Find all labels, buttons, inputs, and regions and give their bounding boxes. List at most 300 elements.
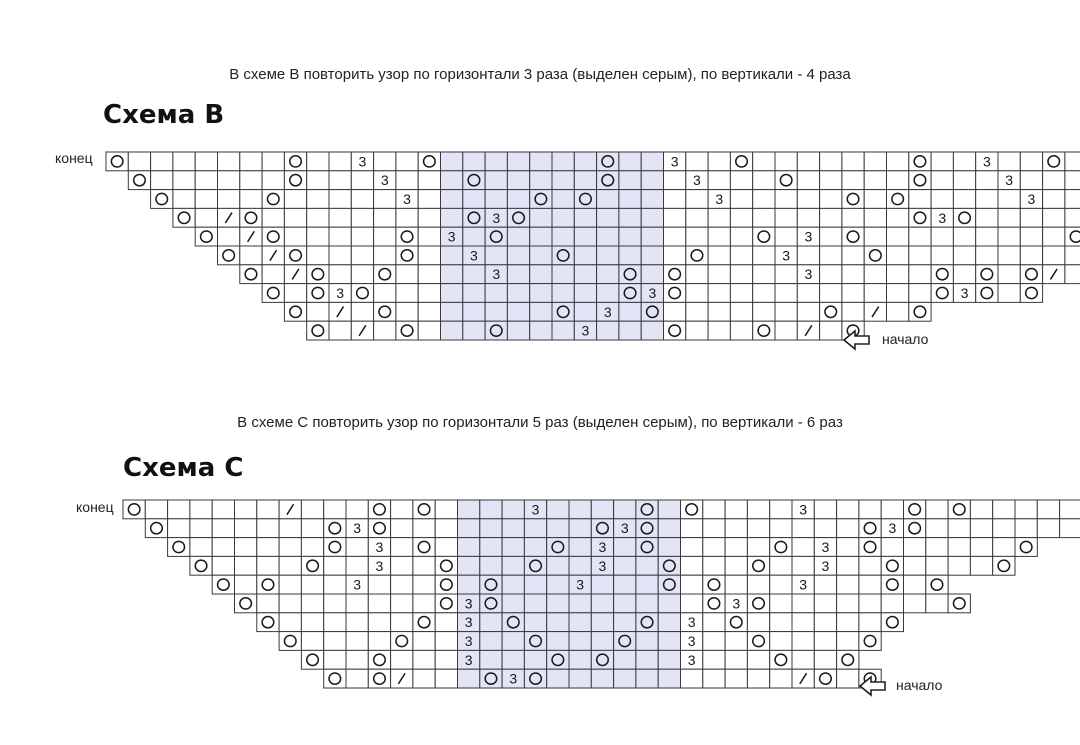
chart-cell	[664, 171, 686, 190]
chart-cell	[859, 613, 881, 632]
chart-cell	[753, 246, 775, 265]
chart-cell	[418, 321, 440, 340]
chart-cell	[524, 632, 546, 651]
chart-cell	[703, 538, 725, 557]
chart-cell	[168, 538, 190, 557]
chart-cell	[391, 575, 413, 594]
chart-cell	[619, 208, 641, 227]
chart-cell	[591, 594, 613, 613]
chart-cell	[686, 302, 708, 321]
chart-cell	[909, 208, 931, 227]
chart-cell	[218, 190, 240, 209]
chart-cell	[614, 613, 636, 632]
k3tog-symbol: 3	[576, 576, 585, 593]
chart-cell	[507, 208, 529, 227]
chart-cell	[530, 190, 552, 209]
chart-cell	[262, 227, 284, 246]
chart-cell	[1020, 265, 1042, 284]
chart-cell	[881, 575, 903, 594]
chart-cell	[636, 556, 658, 575]
chart-cell	[524, 669, 546, 688]
chart-cell	[507, 246, 529, 265]
chart-row	[106, 152, 1080, 171]
chart-cell	[591, 669, 613, 688]
chart-cell	[931, 190, 953, 209]
chart-cell	[346, 632, 368, 651]
chart-cell	[284, 171, 306, 190]
chart-cell	[730, 227, 752, 246]
chart-cell	[351, 171, 373, 190]
chart-cell	[775, 265, 797, 284]
chart-cell	[524, 519, 546, 538]
chart-cell	[859, 500, 881, 519]
chart-cell	[346, 669, 368, 688]
k3tog-symbol: 3	[799, 576, 808, 593]
chart-cell	[820, 171, 842, 190]
chart-cell	[329, 246, 351, 265]
chart-cell	[681, 500, 703, 519]
chart-cell	[730, 152, 752, 171]
chart-cell	[574, 171, 596, 190]
chart-cell	[792, 613, 814, 632]
chart-cell	[753, 302, 775, 321]
chart-cell	[173, 171, 195, 190]
chart-cell	[262, 190, 284, 209]
chart-cell	[953, 152, 975, 171]
chart-cell	[502, 650, 524, 669]
chart-cell	[507, 171, 529, 190]
chart-cell	[235, 519, 257, 538]
k3tog-symbol: 3	[492, 266, 501, 283]
chart-cell	[552, 227, 574, 246]
schema-c-title: Схема C	[123, 453, 244, 483]
chart-cell	[279, 632, 301, 651]
chart-cell	[730, 208, 752, 227]
chart-cell	[502, 632, 524, 651]
chart-cell	[591, 500, 613, 519]
chart-cell	[998, 152, 1020, 171]
chart-row	[190, 556, 1015, 575]
chart-svg	[105, 151, 1080, 341]
chart-cell	[993, 500, 1015, 519]
chart-cell	[418, 227, 440, 246]
chart-cell	[257, 575, 279, 594]
chart-cell	[993, 519, 1015, 538]
chart-cell	[703, 575, 725, 594]
chart-cell	[374, 190, 396, 209]
chart-cell	[792, 519, 814, 538]
chart-cell	[524, 594, 546, 613]
chart-cell	[842, 152, 864, 171]
chart-cell	[480, 538, 502, 557]
chart-cell	[686, 284, 708, 303]
chart-cell	[507, 284, 529, 303]
chart-cell	[396, 208, 418, 227]
chart-cell	[998, 284, 1020, 303]
chart-cell	[547, 669, 569, 688]
chart-cell	[574, 190, 596, 209]
chart-cell	[953, 190, 975, 209]
chart-cell	[257, 613, 279, 632]
schema-b-caption: В схеме B повторить узор по горизонтали 3 раза (выделен серым), по вертикали - 4 раза	[229, 66, 851, 83]
chart-cell	[368, 613, 390, 632]
chart-cell	[614, 500, 636, 519]
chart-cell	[725, 632, 747, 651]
k3tog-symbol: 3	[464, 614, 473, 631]
chart-cell	[887, 246, 909, 265]
chart-cell	[725, 650, 747, 669]
chart-cell	[948, 594, 970, 613]
chart-cell	[881, 594, 903, 613]
k3tog-symbol: 3	[960, 285, 969, 301]
chart-cell	[636, 650, 658, 669]
chart-cell	[173, 190, 195, 209]
chart-cell	[284, 190, 306, 209]
chart-cell	[725, 538, 747, 557]
chart-row	[195, 227, 1080, 246]
chart-cell	[351, 208, 373, 227]
chart-cell	[814, 669, 836, 688]
chart-cell	[641, 265, 663, 284]
schema-b-end-label: конец	[55, 150, 93, 166]
chart-cell	[708, 284, 730, 303]
chart-cell	[458, 538, 480, 557]
chart-cell	[909, 190, 931, 209]
chart-cell	[458, 669, 480, 688]
chart-cell	[485, 246, 507, 265]
chart-cell	[597, 246, 619, 265]
chart-cell	[128, 152, 150, 171]
k3tog-symbol: 3	[581, 322, 590, 339]
chart-cell	[1015, 538, 1037, 557]
chart-cell	[574, 246, 596, 265]
chart-cell	[307, 321, 329, 340]
chart-cell	[507, 190, 529, 209]
chart-cell	[597, 284, 619, 303]
chart-cell	[792, 594, 814, 613]
chart-cell	[547, 632, 569, 651]
k3tog-symbol: 3	[353, 576, 362, 593]
chart-cell	[530, 208, 552, 227]
chart-cell	[708, 208, 730, 227]
chart-cell	[976, 284, 998, 303]
chart-cell	[708, 171, 730, 190]
chart-cell	[842, 208, 864, 227]
chart-cell	[480, 594, 502, 613]
chart-cell	[775, 321, 797, 340]
chart-cell	[681, 556, 703, 575]
chart-cell	[881, 500, 903, 519]
chart-cell	[658, 575, 680, 594]
chart-cell	[307, 227, 329, 246]
chart-row	[262, 284, 1043, 303]
chart-cell	[240, 190, 262, 209]
chart-cell	[664, 321, 686, 340]
chart-cell	[909, 246, 931, 265]
chart-cell	[190, 519, 212, 538]
chart-cell	[797, 302, 819, 321]
chart-cell	[1015, 500, 1037, 519]
chart-cell	[887, 265, 909, 284]
chart-cell	[814, 519, 836, 538]
chart-cell	[686, 152, 708, 171]
chart-cell	[552, 284, 574, 303]
chart-cell	[396, 171, 418, 190]
chart-cell	[753, 152, 775, 171]
chart-cell	[195, 171, 217, 190]
chart-cell	[814, 594, 836, 613]
chart-cell	[837, 575, 859, 594]
chart-cell	[686, 321, 708, 340]
chart-row	[218, 246, 1080, 265]
chart-cell	[485, 321, 507, 340]
chart-cell	[507, 152, 529, 171]
chart-cell	[619, 302, 641, 321]
chart-cell	[574, 152, 596, 171]
chart-cell	[574, 208, 596, 227]
chart-cell	[681, 575, 703, 594]
chart-cell	[926, 519, 948, 538]
chart-cell	[887, 190, 909, 209]
chart-cell	[368, 650, 390, 669]
chart-cell	[820, 321, 842, 340]
chart-cell	[374, 302, 396, 321]
chart-cell	[1043, 227, 1065, 246]
chart-cell	[502, 538, 524, 557]
chart-cell	[837, 519, 859, 538]
chart-cell	[614, 575, 636, 594]
chart-cell	[441, 302, 463, 321]
chart-cell	[324, 594, 346, 613]
chart-row	[168, 538, 1038, 557]
chart-cell	[998, 208, 1020, 227]
chart-cell	[1020, 208, 1042, 227]
chart-cell	[396, 246, 418, 265]
chart-cell	[797, 171, 819, 190]
chart-cell	[418, 302, 440, 321]
chart-cell	[859, 556, 881, 575]
chart-cell	[262, 265, 284, 284]
chart-cell	[725, 575, 747, 594]
chart-cell	[770, 632, 792, 651]
chart-cell	[173, 208, 195, 227]
chart-cell	[329, 208, 351, 227]
chart-cell	[435, 669, 457, 688]
chart-cell	[904, 538, 926, 557]
chart-cell	[301, 575, 323, 594]
chart-cell	[262, 152, 284, 171]
chart-cell	[814, 632, 836, 651]
chart-cell	[998, 227, 1020, 246]
chart-cell	[703, 500, 725, 519]
chart-cell	[1065, 265, 1080, 284]
chart-cell	[547, 538, 569, 557]
chart-cell	[931, 152, 953, 171]
chart-cell	[887, 302, 909, 321]
chart-cell	[1060, 500, 1080, 519]
k3tog-symbol: 3	[782, 247, 791, 264]
chart-cell	[391, 556, 413, 575]
chart-cell	[658, 594, 680, 613]
chart-cell	[552, 321, 574, 340]
chart-cell	[435, 575, 457, 594]
chart-cell	[953, 171, 975, 190]
chart-cell	[284, 246, 306, 265]
chart-cell	[837, 594, 859, 613]
chart-cell	[909, 152, 931, 171]
schema-c-caption: В схеме C повторить узор по горизонтали 5 раз (выделен серым), по вертикали - 6 раз	[237, 414, 843, 431]
chart-cell	[374, 284, 396, 303]
chart-cell	[418, 152, 440, 171]
chart-cell	[307, 284, 329, 303]
chart-cell	[953, 246, 975, 265]
chart-cell	[970, 556, 992, 575]
schema-c-end-label: конец	[76, 499, 114, 515]
chart-cell	[636, 575, 658, 594]
chart-cell	[463, 190, 485, 209]
k3tog-symbol: 3	[821, 539, 830, 555]
chart-cell	[747, 632, 769, 651]
chart-cell	[346, 613, 368, 632]
chart-cell	[284, 227, 306, 246]
chart-cell	[418, 246, 440, 265]
chart-cell	[463, 321, 485, 340]
chart-cell	[730, 284, 752, 303]
chart-cell	[904, 575, 926, 594]
k3tog-symbol: 3	[888, 520, 897, 537]
chart-cell	[301, 500, 323, 519]
chart-cell	[502, 575, 524, 594]
chart-cell	[351, 190, 373, 209]
chart-cell	[351, 246, 373, 265]
chart-cell	[814, 650, 836, 669]
chart-cell	[151, 152, 173, 171]
chart-cell	[1065, 171, 1080, 190]
schema-b-grid	[105, 151, 1080, 341]
chart-cell	[904, 519, 926, 538]
chart-cell	[391, 632, 413, 651]
chart-cell	[435, 632, 457, 651]
chart-row	[145, 519, 1080, 538]
chart-cell	[435, 594, 457, 613]
chart-cell	[864, 284, 886, 303]
chart-cell	[614, 669, 636, 688]
k3tog-symbol: 3	[804, 266, 813, 283]
chart-cell	[368, 575, 390, 594]
chart-cell	[346, 594, 368, 613]
chart-cell	[775, 302, 797, 321]
chart-cell	[480, 632, 502, 651]
chart-cell	[976, 265, 998, 284]
chart-cell	[413, 669, 435, 688]
chart-cell	[441, 265, 463, 284]
chart-cell	[212, 538, 234, 557]
k3tog-symbol: 3	[380, 172, 389, 189]
chart-cell	[814, 575, 836, 594]
chart-cell	[463, 302, 485, 321]
chart-cell	[881, 538, 903, 557]
chart-cell	[619, 246, 641, 265]
chart-cell	[128, 171, 150, 190]
chart-cell	[753, 265, 775, 284]
chart-cell	[480, 519, 502, 538]
chart-cell	[725, 669, 747, 688]
chart-cell	[686, 246, 708, 265]
chart-cell	[976, 171, 998, 190]
chart-cell	[374, 246, 396, 265]
chart-cell	[775, 152, 797, 171]
chart-cell	[374, 208, 396, 227]
chart-cell	[864, 265, 886, 284]
chart-cell	[664, 246, 686, 265]
chart-cell	[681, 538, 703, 557]
chart-cell	[887, 171, 909, 190]
chart-cell	[212, 556, 234, 575]
chart-cell	[279, 613, 301, 632]
k3tog-symbol: 3	[693, 172, 701, 189]
chart-svg	[122, 499, 1080, 689]
k3tog-symbol: 3	[603, 303, 612, 320]
chart-cell	[346, 650, 368, 669]
chart-cell	[814, 613, 836, 632]
chart-cell	[1065, 190, 1080, 209]
chart-cell	[859, 594, 881, 613]
chart-cell	[636, 500, 658, 519]
chart-cell	[614, 632, 636, 651]
chart-cell	[569, 650, 591, 669]
chart-cell	[329, 190, 351, 209]
k3tog-symbol: 3	[598, 557, 607, 574]
k3tog-symbol: 3	[531, 501, 540, 518]
chart-cell	[195, 152, 217, 171]
chart-cell	[948, 556, 970, 575]
chart-cell	[664, 227, 686, 246]
chart-cell	[368, 519, 390, 538]
chart-cell	[435, 500, 457, 519]
chart-cell	[190, 500, 212, 519]
chart-cell	[658, 650, 680, 669]
chart-cell	[931, 227, 953, 246]
chart-cell	[641, 227, 663, 246]
chart-cell	[770, 575, 792, 594]
k3tog-symbol: 3	[648, 285, 657, 301]
chart-cell	[658, 556, 680, 575]
chart-cell	[530, 246, 552, 265]
chart-cell	[1020, 246, 1042, 265]
chart-cell	[480, 556, 502, 575]
chart-row	[301, 650, 859, 669]
chart-cell	[909, 265, 931, 284]
chart-cell	[324, 650, 346, 669]
chart-cell	[329, 265, 351, 284]
chart-cell	[725, 519, 747, 538]
chart-cell	[859, 519, 881, 538]
chart-cell	[597, 227, 619, 246]
k3tog-symbol: 3	[670, 153, 679, 170]
chart-cell	[530, 227, 552, 246]
k3tog-symbol: 3	[687, 614, 696, 631]
k3tog-symbol: 3	[799, 501, 808, 518]
chart-cell	[569, 613, 591, 632]
chart-cell	[775, 190, 797, 209]
chart-cell	[641, 302, 663, 321]
chart-cell	[396, 321, 418, 340]
chart-cell	[887, 284, 909, 303]
chart-cell	[195, 227, 217, 246]
chart-cell	[346, 500, 368, 519]
chart-cell	[664, 284, 686, 303]
chart-cell	[837, 556, 859, 575]
